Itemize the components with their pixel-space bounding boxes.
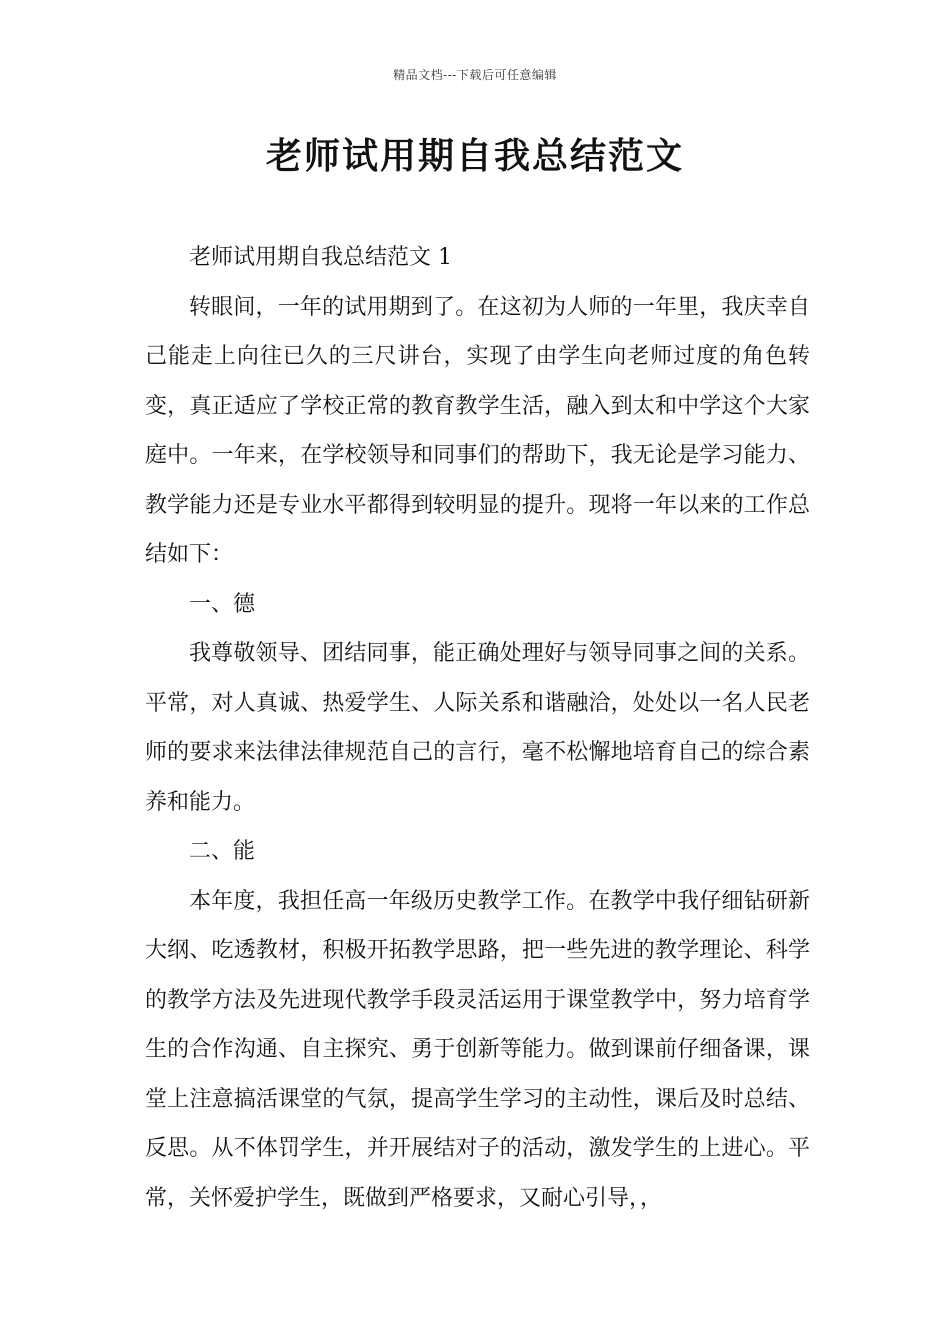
document-title: 老师试用期自我总结范文 (265, 135, 684, 177)
intro-paragraph: 转眼间，一年的试用期到了。在这初为人师的一年里，我庆幸自己能走上向往已久的三尺讲台，实现了由学生向老师过度的角色转变，真正适应了学校正常的教育教学生活，融入到太和中学这个大家庭中。一年来，在学校领导和同事们的帮助下，我无论是学习能力、教学能力还是专业水平都得到较明显的提升。现将一年以来的工作总结如下： (145, 294, 810, 567)
ability-paragraph: 本年度，我担任高一年级历史教学工作。在教学中我仔细钻研新大纲、吃透教材，积极开拓教学思路，把一些先进的教学理论、科学的教学方法及先进现代教学手段灵活运用于课堂教学中，努力培育学生的合作沟通、自主探究、勇于创新等能力。做到课前仔细备课，课堂上注意搞活课堂的气氛，提高学生学习的主动性，课后及时总结、反思。从不体罚学生，并开展结对子的活动，激发学生的上进心。平常，关怀爱护学生，既做到严格要求，又耐心引导，， (145, 888, 810, 1211)
section-heading-morality: 一、德 (189, 591, 256, 617)
morality-paragraph: 我尊敬领导、团结同事，能正确处理好与领导同事之间的关系。平常，对人真诚、热爱学生、人际关系和谐融洽，处处以一名人民老师的要求来法律法律规范自己的言行，毫不松懈地培育自己的综合素养和能力。 (145, 641, 810, 815)
section-heading-ability: 二、能 (189, 839, 256, 864)
section-heading-1: 老师试用期自我总结范文 1 (189, 245, 452, 270)
header-note: 精品文档---下载后可任意编辑 (393, 68, 557, 82)
document-body (145, 233, 810, 1223)
